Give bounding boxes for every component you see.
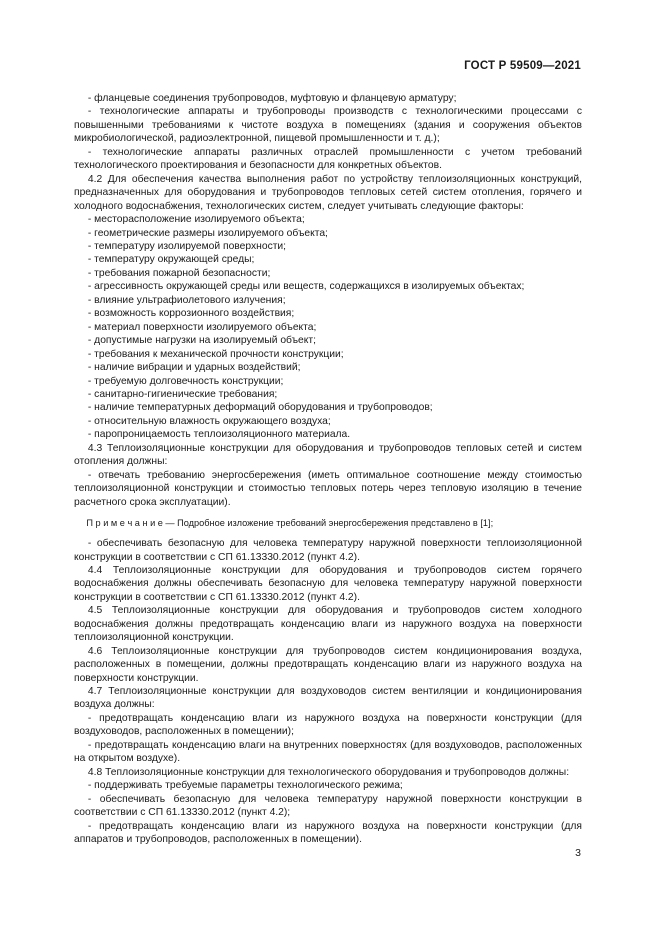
note-text: — Подробное изложение требований энергосбережения представлено в [1]; (162, 518, 494, 529)
document-standard-number: ГОСТ Р 59509—2021 (464, 60, 581, 72)
list-item: - предотвращать конденсацию влаги на внутренних поверхностях (для воздуховодов, расположенных на открытом воздухе). (74, 739, 582, 765)
list-item: - санитарно-гигиенические требования; (87, 388, 278, 400)
list-item: - относительную влажность окружающего воздуха; (87, 415, 331, 427)
list-item: - влияние ультрафиолетового излучения; (87, 294, 286, 306)
list-item: - месторасположение изолируемого объекта; (87, 214, 305, 226)
list-item: - геометрические размеры изолируемого объекта; (87, 227, 328, 239)
list-item: - требуемую долговечность конструкции; (87, 375, 284, 387)
paragraph: - обеспечивать безопасную для человека температуру наружной поверхности теплоизоляционной конструкции в соответствии с СП 61.13330.2012 (пункт 4.2). (74, 538, 582, 563)
paragraph-clause-4-8: 4.8 Теплоизоляционные конструкции для технологического оборудования и трубопроводов должны: (87, 766, 570, 778)
list-item: - наличие температурных деформаций оборудования и трубопроводов; (87, 402, 433, 414)
document-body (74, 92, 582, 846)
paragraph-clause-4-3: 4.3 Теплоизоляционные конструкции для оборудования и трубопроводов тепловых сетей и систем отопления должны: (74, 442, 582, 468)
paragraph: - технологические аппараты различных отраслей промышленности с учетом требований технологического проектирования и безопасности для конкретных объектов. (74, 146, 582, 172)
paragraph-clause-4-6: 4.6 Теплоизоляционные конструкции для трубопроводов систем кондиционирования воздуха, расположенных в помещении, должны предотвращать конденсацию влаги из наружного воздуха на поверхности конструкции. (74, 645, 582, 684)
note-label: П р и м е ч а н и е (86, 518, 163, 529)
paragraph: - технологические аппараты и трубопроводы производств с технологическими процессами с повышенными требованиями к чистоте воздуха в помещениях (здания и сооружения объектов микробиологической, радиоэлектронной, пищевой промышленности и т. д.); (74, 106, 582, 145)
page-number: 3 (575, 847, 581, 859)
list-item: - температуру изолируемой поверхности; (87, 240, 287, 252)
list-item: - поддерживать требуемые параметры технологического режима; (87, 780, 403, 792)
paragraph: - отвечать требованию энергосбережения (иметь оптимальное соотношение между стоимостью теплоизоляционной конструкции и стоимостью тепловых потерь через тепловую изоляцию в течение расчетного срока эксплуатации). (74, 469, 582, 508)
list-item: - температуру окружающей среды; (87, 254, 255, 266)
list-item: - агрессивность окружающей среды или веществ, содержащихся в изолируемых объектах; (87, 281, 525, 293)
paragraph: - фланцевые соединения трубопроводов, муфтовую и фланцевую арматуру; (87, 93, 457, 104)
paragraph-clause-4-2: 4.2 Для обеспечения качества выполнения работ по устройству теплоизоляционных конструкций, предназначенных для оборудования и трубопроводов тепловых сетей систем отопления, горячего и холодного водоснабжения, технологических систем, следует учитывать следующие факторы: (74, 173, 582, 212)
note (74, 517, 582, 529)
list-item: - предотвращать конденсацию влаги из наружного воздуха на поверхности конструкции (для аппаратов и трубопроводов, расположенных в помещении). (74, 820, 582, 846)
paragraph-clause-4-4: 4.4 Теплоизоляционные конструкции для оборудования и трубопроводов систем горячего водоснабжения должны обеспечивать безопасную для человека температуру наружной поверхности конструкции в соответствии с СП 61.13330.2012 (пункт 4.2). (74, 564, 582, 603)
list-item: - требования к механической прочности конструкции; (87, 348, 344, 360)
paragraph-clause-4-5: 4.5 Теплоизоляционные конструкции для оборудования и трубопроводов систем холодного водоснабжения должны предотвращать конденсацию влаги из наружного воздуха на поверхности теплоизоляционной конструкции. (74, 605, 582, 644)
paragraph-clause-4-7: 4.7 Теплоизоляционные конструкции для воздуховодов систем вентиляции и кондиционирования воздуха должны: (74, 686, 582, 711)
list-item: - требования пожарной безопасности; (87, 267, 271, 279)
list-item: - возможность коррозионного воздействия; (87, 308, 295, 320)
list-item: - паропроницаемость теплоизоляционного материала. (87, 429, 351, 441)
list-item: - материал поверхности изолируемого объекта; (87, 321, 317, 333)
list-item: - допустимые нагрузки на изолируемый объект; (87, 335, 316, 347)
list-item: - обеспечивать безопасную для человека температуру наружной поверхности конструкции в соответствии с СП 61.13330.2012 (пункт 4.2); (74, 793, 582, 819)
list-item: - наличие вибрации и ударных воздействий; (87, 362, 301, 374)
list-item: - предотвращать конденсацию влаги из наружного воздуха на поверхности конструкции (для воздуховодов, расположенных в помещении); (74, 712, 582, 738)
